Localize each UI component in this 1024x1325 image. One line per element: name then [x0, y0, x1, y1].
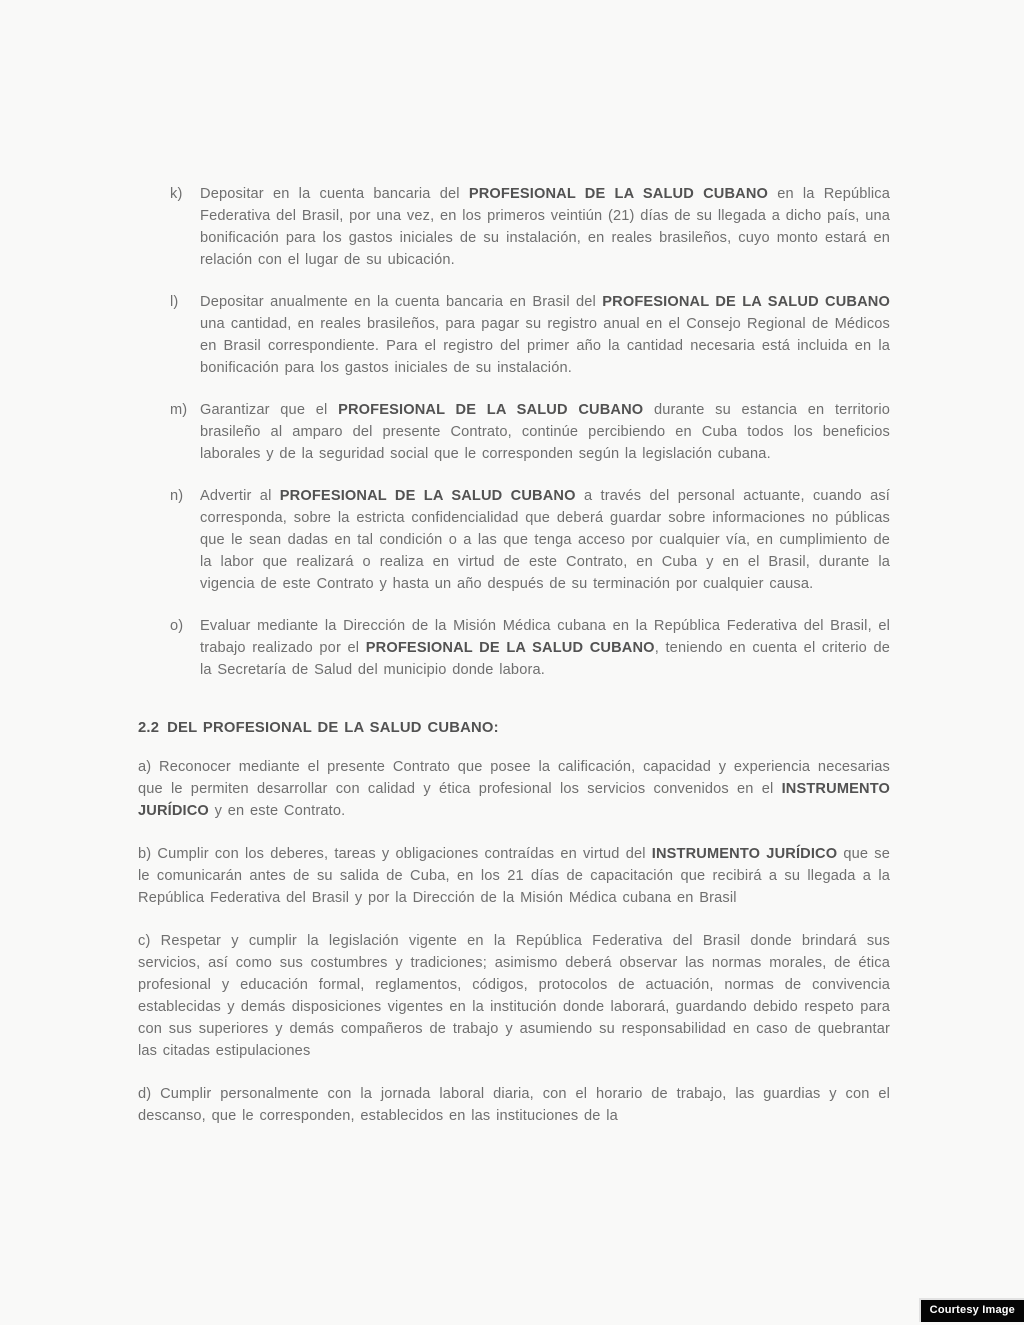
item-letter: n) — [170, 488, 184, 504]
lettered-item — [170, 615, 890, 681]
item-letter: l) — [170, 294, 179, 310]
paragraph — [138, 930, 890, 1062]
paragraph — [138, 756, 890, 822]
text-run: Depositar en la cuenta bancaria del — [200, 186, 469, 202]
text-run: , teniendo en cuenta el criterio de la Secretaría de Salud del municipio donde labora. — [200, 640, 891, 678]
section-number: 2.2 — [138, 720, 160, 736]
paragraph — [138, 1083, 890, 1127]
item-letter: m) — [170, 402, 188, 418]
item-text — [200, 183, 890, 271]
lettered-items — [170, 183, 890, 681]
text-run: a través del personal actuante, cuando así corresponda, sobre la estricta confidencialidad que deberá guardar sobre informaciones no públicas que le sean dadas en tal condición o a las que tenga acceso por cualquier vía, en cumplimiento de la labor que realizará o realiza en virtud de este Contrato, en Cuba y en el Brasil, durante la vigencia de este Contrato y hasta un año después de su terminación por cualquier causa. — [200, 488, 890, 592]
text-run: Depositar anualmente en la cuenta bancaria en Brasil del — [200, 294, 603, 310]
text-run: Evaluar mediante la Dirección de la Misión Médica cubana en la República Federativa del Brasil, el trabajo realizado por el — [200, 618, 890, 656]
lettered-item — [170, 485, 890, 595]
text-run: una cantidad, en reales brasileños, para pagar su registro anual en el Consejo Regional de Médicos en Brasil correspondiente. Para el registro del primer año la cantidad necesaria está incluida en la bonificación para los gastos iniciales de su instalación. — [200, 316, 890, 376]
text-run: b) Cumplir con los deberes, tareas y obligaciones contraídas en virtud del — [138, 846, 652, 862]
text-run: en la República Federativa del Brasil, por una vez, en los primeros veintiún (21) días de su llegada a dicho país, una bonificación para los gastos iniciales de su instalación, en reales brasileños, cuyo monto estará en relación con el lugar de su ubicación. — [200, 186, 890, 268]
lettered-item — [170, 291, 890, 379]
section-heading — [138, 717, 890, 739]
item-text — [200, 399, 890, 465]
text-run: d) Cumplir personalmente con la jornada laboral diaria, con el horario de trabajo, las guardias y con el descanso, que le corresponden, establecidos en las instituciones de la — [138, 1086, 890, 1124]
bold-term: PROFESIONAL DE LA SALUD CUBANO — [468, 186, 769, 202]
item-text — [200, 485, 890, 595]
bold-term: PROFESIONAL DE LA SALUD CUBANO — [602, 294, 891, 310]
bold-term: PROFESIONAL DE LA SALUD CUBANO — [279, 488, 576, 504]
lettered-item — [170, 399, 890, 465]
lettered-item — [170, 183, 890, 271]
bold-term: PROFESIONAL DE LA SALUD CUBANO — [338, 402, 644, 418]
text-run: durante su estancia en territorio brasileño al amparo del presente Contrato, continúe percibiendo en Cuba todos los beneficios laborales y de la seguridad social que le corresponden según la legislación cubana. — [200, 402, 890, 462]
text-run: c) Respetar y cumplir la legislación vigente en la República Federativa del Brasil donde brindará sus servicios, así como sus costumbres y tradiciones; asimismo deberá observar las normas morales, de ética profesional y educación formal, reglamentos, códigos, protocolos de actuación, normas de convivencia establecidas y demás disposiciones vigentes en la institución donde laborará, guardando debido respeto para con sus superiores y demás compañeros de trabajo y asumiendo su responsabilidad en caso de quebrantar las citadas estipulaciones — [138, 933, 890, 1059]
text-run: Advertir al — [200, 488, 280, 504]
item-text — [200, 615, 890, 681]
text-run: y en este Contrato. — [208, 803, 346, 819]
paragraphs — [138, 756, 890, 1127]
item-letter: k) — [170, 186, 183, 202]
text-run: a) Reconocer mediante el presente Contrato que posee la calificación, capacidad y experiencia necesarias que le permiten desarrollar con calidad y ética profesional los servicios convenidos en el — [138, 759, 890, 797]
courtesy-image-badge: Courtesy Image — [919, 1298, 1024, 1322]
contract-page — [138, 183, 890, 1148]
bold-term: PROFESIONAL DE LA SALUD CUBANO — [365, 640, 655, 656]
paragraph — [138, 843, 890, 909]
item-letter: o) — [170, 618, 184, 634]
bold-term: INSTRUMENTO JURÍDICO — [651, 846, 838, 862]
item-text — [200, 291, 890, 379]
section-title: DEL PROFESIONAL DE LA SALUD CUBANO: — [167, 720, 499, 736]
text-run: Garantizar que el — [200, 402, 339, 418]
bold-term: INSTRUMENTO JURÍDICO — [138, 781, 890, 819]
text-run: que se le comunicarán antes de su salida de Cuba, en los 21 días de capacitación que recibirá a su llegada a la República Federativa del Brasil y por la Dirección de la Misión Médica cubana en Brasil — [138, 846, 891, 906]
